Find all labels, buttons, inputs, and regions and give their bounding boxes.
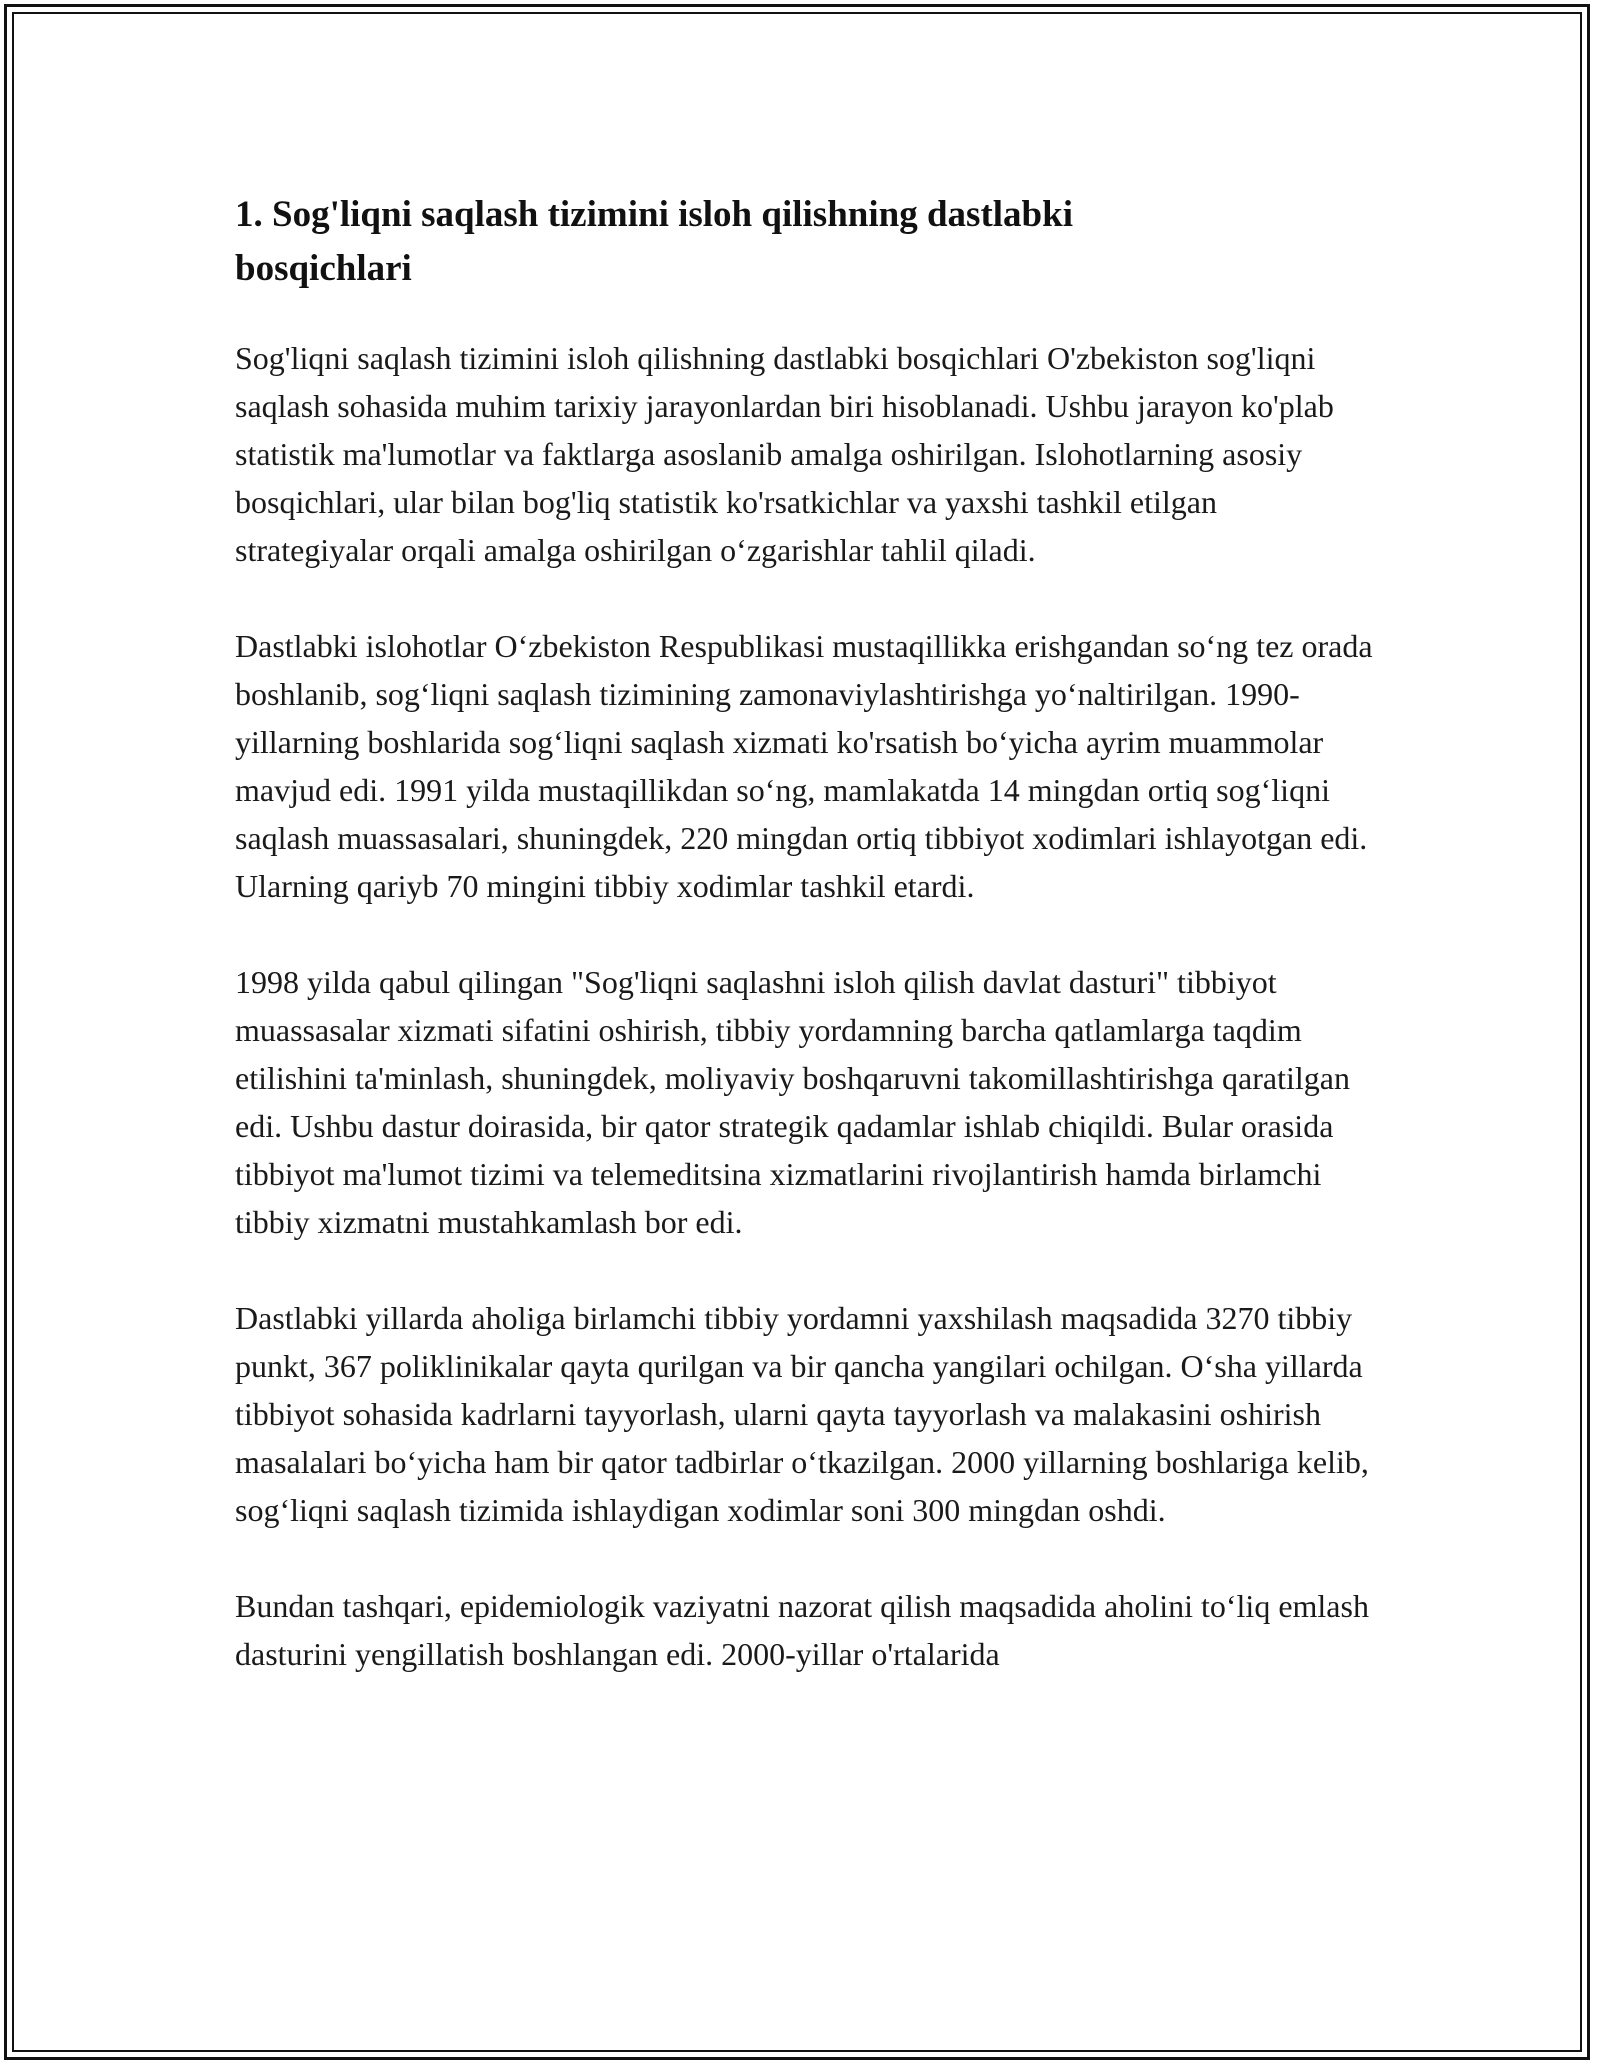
paragraph-1: Sog'liqni saqlash tizimini isloh qilishning dastlabki bosqichlari O'zbekiston sog'liqni saqlash sohasida muhim tarixiy jarayonlardan biri hisoblanadi. Ushbu jarayon ko'plab statistik ma'lumotlar va faktlarga asoslanib amalga oshirilgan. Islohotlarning asosiy bosqichlari, ular bilan bog'liq statistik ko'rsatkichlar va yaxshi tashkil etilgan strategiyalar orqali amalga oshirilgan o‘zgarishlar tahlil qiladi. <box>235 340 1334 568</box>
paragraph-2: Dastlabki islohotlar O‘zbekiston Respublikasi mustaqillikka erishgandan so‘ng tez orada boshlanib, sog‘liqni saqlash tizimining zamonaviylashtirishga yo‘naltirilgan. 1990-yillarning boshlarida sog‘liqni saqlash xizmati ko'rsatish bo‘yicha ayrim muammolar mavjud edi. 1991 yilda mustaqillikdan so‘ng, mamlakatda 14 mingdan ortiq sog‘liqni saqlash muassasalari, shuningdek, 220 mingdan ortiq tibbiyot xodimlari ishlayotgan edi. Ularning qariyb 70 mingini tibbiy xodimlar tashkil etardi. <box>235 628 1373 904</box>
paragraph-5: Bundan tashqari, epidemiologik vaziyatni nazorat qilish maqsadida aholini to‘liq emlash dasturini yengillatish boshlangan edi. 2000-yillar o'rtalarida <box>235 1588 1369 1672</box>
paragraph-3: 1998 yilda qabul qilingan "Sog'liqni saqlashni isloh qilish davlat dasturi" tibbiyot muassasalar xizmati sifatini oshirish, tibbiy yordamning barcha qatlamlarga taqdim etilishini ta'minlash, shuningdek, moliyaviy boshqaruvni takomillashtirishga qaratilgan edi. Ushbu dastur doirasida, bir qator strategik qadamlar ishlab chiqildi. Bular orasida tibbiyot ma'lumot tizimi va telemeditsina xizmatlarini rivojlantirish hamda birlamchi tibbiy xizmatni mustahkamlash bor edi. <box>235 964 1350 1240</box>
section-heading: 1. Sog'liqni saqlash tizimini isloh qilishning dastlabki bosqichlari <box>235 194 1073 289</box>
paragraph-4: Dastlabki yillarda aholiga birlamchi tibbiy yordamni yaxshilash maqsadida 3270 tibbiy punkt, 367 poliklinikalar qayta qurilgan va bir qancha yangilari ochilgan. O‘sha yillarda tibbiyot sohasida kadrlarni tayyorlash, ularni qayta tayyorlash va malakasini oshirish masalalari bo‘yicha ham bir qator tadbirlar o‘tkazilgan. 2000 yillarning boshlariga kelib, sog‘liqni saqlash tizimida ishlaydigan xodimlar soni 300 mingdan oshdi. <box>235 1300 1369 1528</box>
document-body <box>235 188 1375 1726</box>
